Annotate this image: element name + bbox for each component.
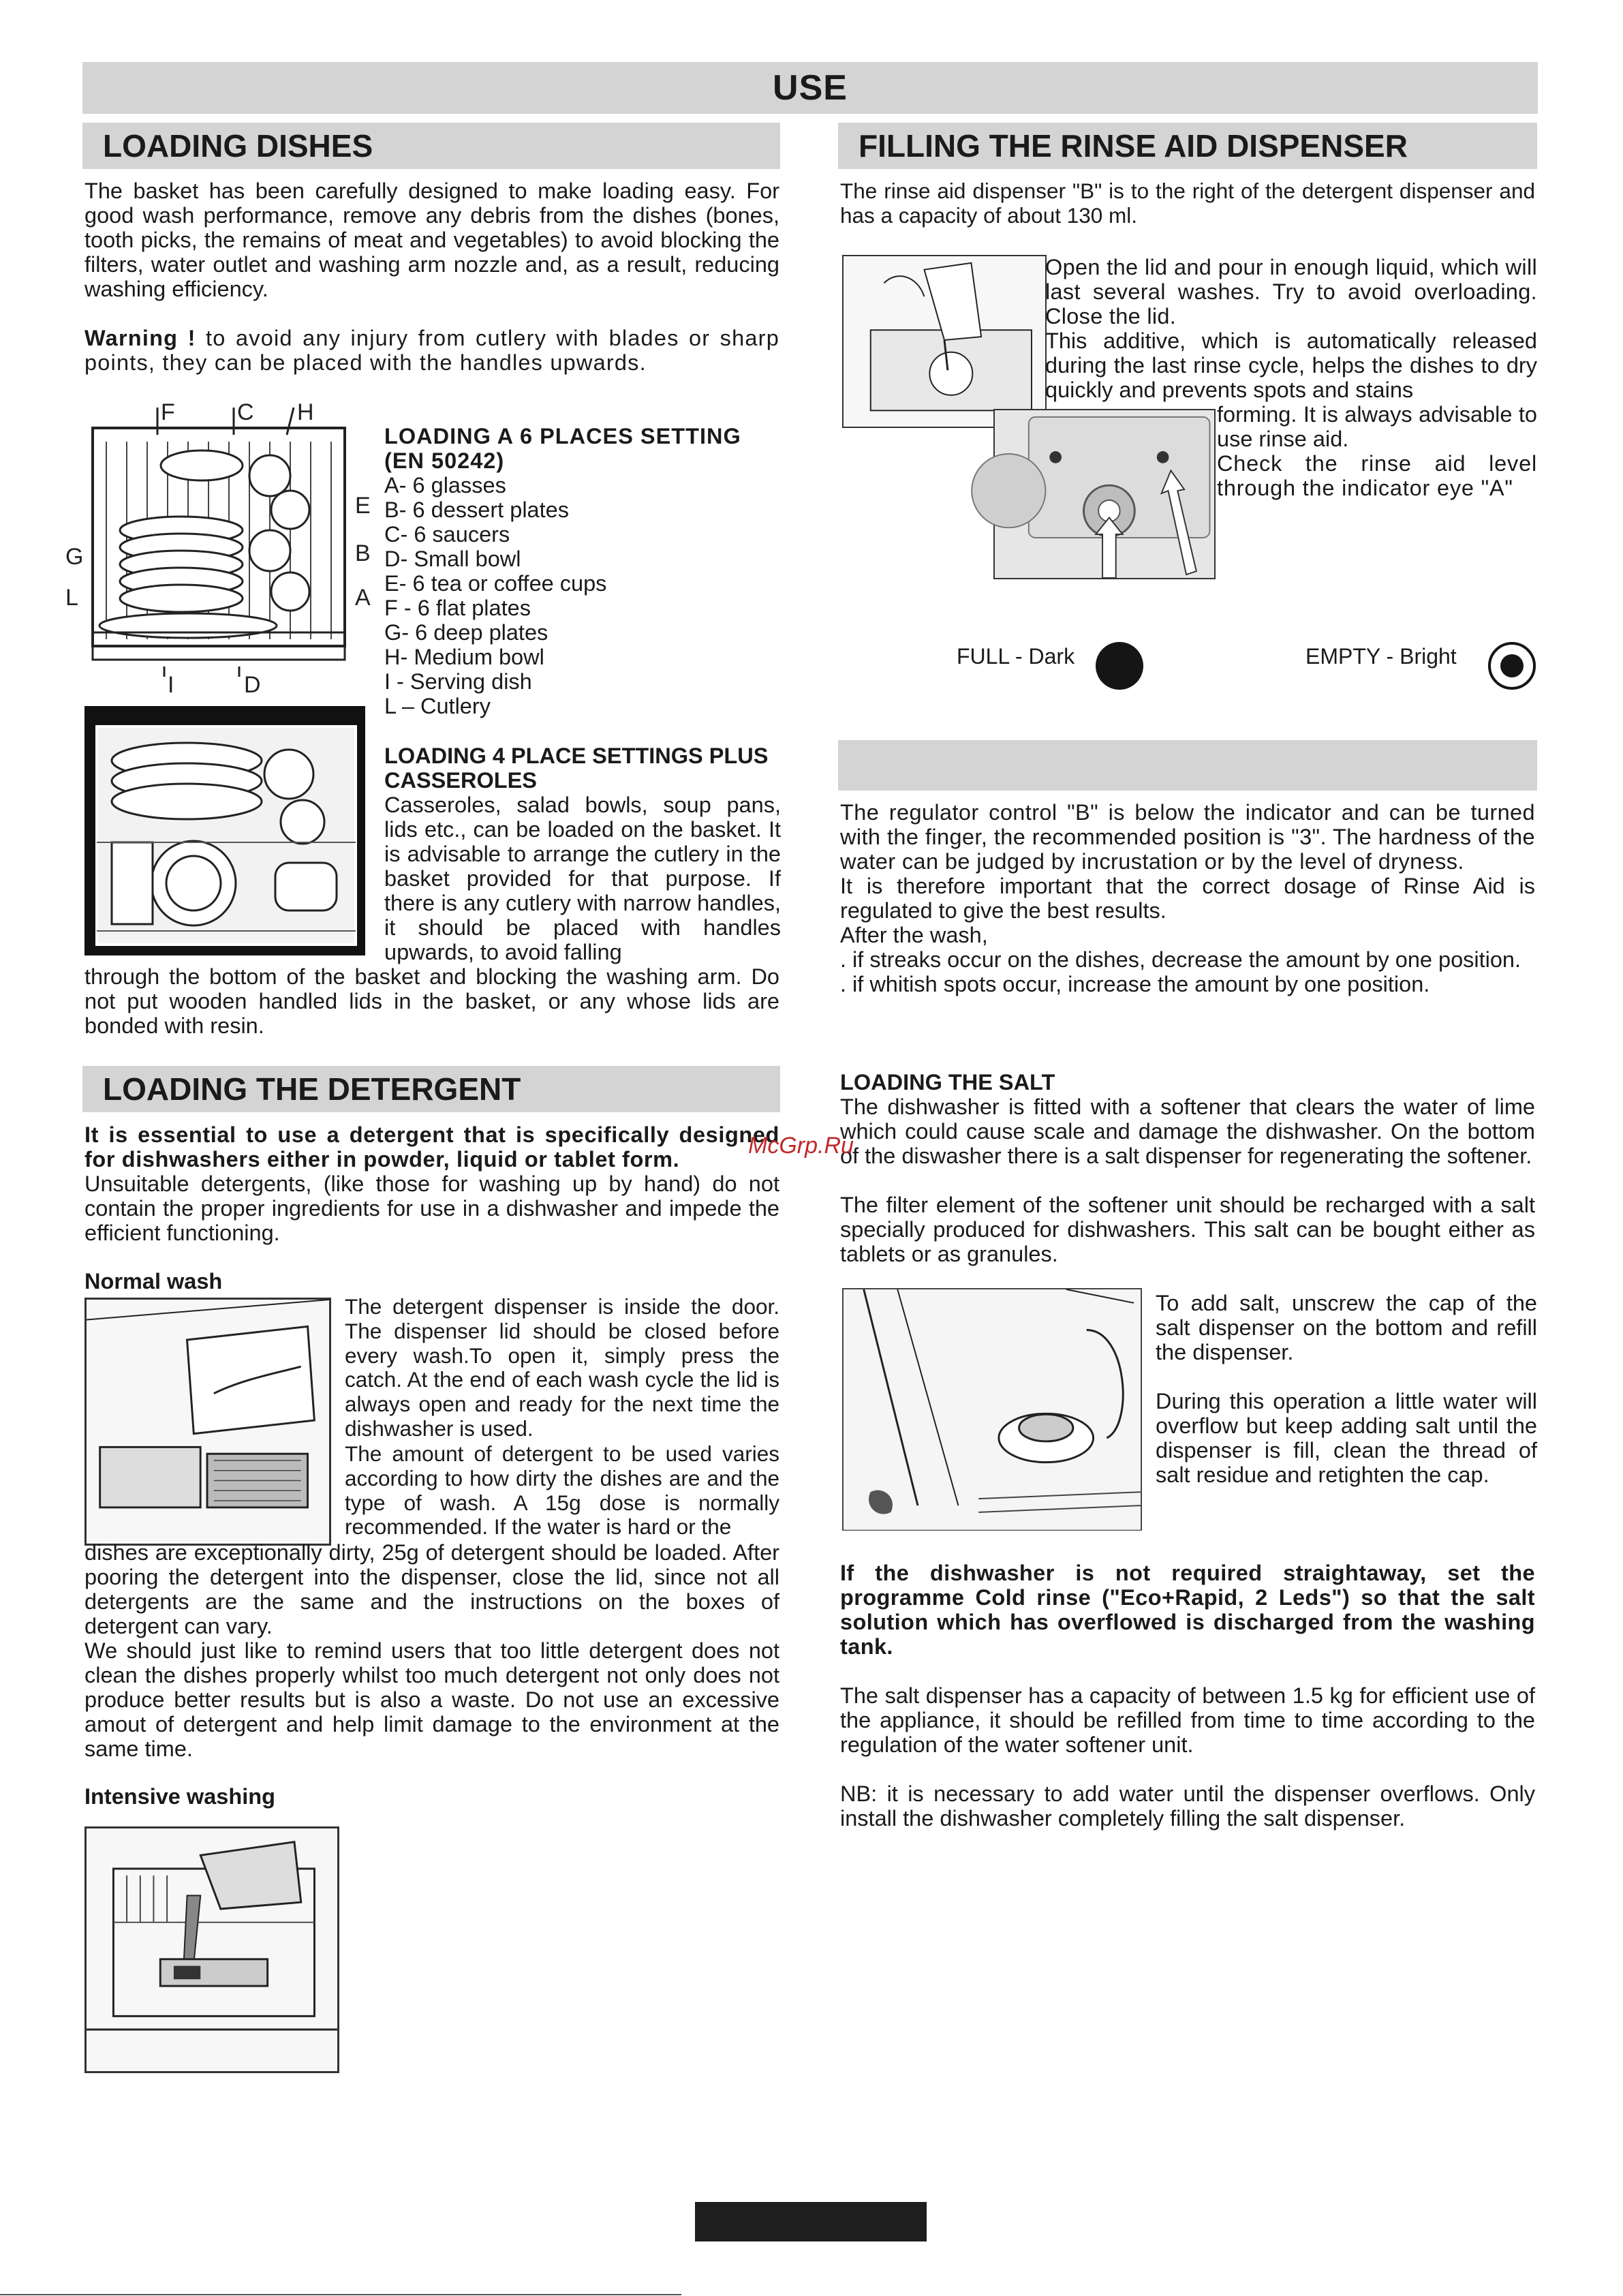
regulator-line: . if streaks occur on the dishes, decrease the amount by one position. bbox=[840, 947, 1521, 972]
warning-paragraph bbox=[84, 326, 779, 375]
list-item: F - 6 flat plates bbox=[384, 596, 531, 620]
svg-text:L: L bbox=[65, 585, 78, 611]
svg-text:F: F bbox=[161, 399, 175, 425]
rinse-aid-pour-illustration bbox=[842, 255, 1047, 428]
detergent-dispenser-illustration bbox=[84, 1298, 331, 1546]
intensive-wash-title: Intensive washing bbox=[84, 1784, 275, 1809]
regulator-line: After the wash, bbox=[840, 923, 988, 947]
basket-six-place-illustration bbox=[65, 399, 371, 698]
salt-intro: The dishwasher is fitted with a softener that clears the water of lime which could cause scale and damage the dishwasher. On the bottom of the diswasher there is a salt dispenser for regenerating the softener. bbox=[840, 1095, 1535, 1168]
rinse-aid-text-d: Check the rinse aid level through the indicator eye "A" bbox=[1217, 451, 1537, 500]
cold-rinse-text: If the dishwasher is not required straightaway, set the programme Cold rinse ("Eco+Rapid, 2 Leds") so that the salt solution which has overflowed is discharged from the washing tank. bbox=[840, 1561, 1535, 1659]
page-number-box bbox=[695, 2202, 927, 2241]
list-item: C- 6 saucers bbox=[384, 522, 510, 547]
normal-wash-text-c: dishes are exceptionally dirty, 25g of detergent should be loaded. After pooring the detergent into the dispenser, close the lid, since not all detergents are the same and the instructions on the boxes of detergent can vary. bbox=[84, 1540, 779, 1638]
four-place-title: LOADING 4 PLACE SETTINGS PLUS CASSEROLES bbox=[384, 744, 769, 793]
normal-wash-title: Normal wash bbox=[84, 1269, 223, 1294]
warning-label: Warning ! bbox=[84, 326, 196, 350]
rinse-aid-text-b: This additive, which is automatically released during the last rinse cycle, helps the dishes to dry quickly and prevents spots and stains bbox=[1045, 328, 1537, 402]
rinse-aid-text-c: forming. It is always advisable to use rinse aid. bbox=[1217, 402, 1537, 451]
rinse-aid-intro: The rinse aid dispenser "B" is to the right of the detergent dispenser and has a capacity of about 130 ml. bbox=[840, 179, 1535, 228]
regulator-line: . if whitish spots occur, increase the amount by one position. bbox=[840, 972, 1430, 996]
svg-text:E: E bbox=[355, 493, 371, 519]
warning-text: to avoid any injury from cutlery with blades or sharp points, they can be placed with the handles upwards. bbox=[84, 326, 779, 375]
normal-wash-text-b: The amount of detergent to be used varies according to how dirty the dishes are and the type of wash. A 15g dose is normally recommended. If the water is hard or the bbox=[345, 1441, 779, 1540]
full-label: FULL - Dark bbox=[957, 644, 1075, 669]
list-item: B- 6 dessert plates bbox=[384, 498, 569, 522]
loading-detergent-heading: LOADING THE DETERGENT bbox=[82, 1066, 780, 1112]
normal-wash-text-a: The detergent dispenser is inside the door. The dispenser lid should be closed before every wash.To open it, simply press the catch. At the end of each wash cycle the lid is always open and ready for the next time the dishwasher is used. bbox=[345, 1294, 779, 1441]
detergent-intro: Unsuitable detergents, (like those for washing up by hand) do not contain the proper ingredients for use in a dishwasher and impede the efficient functioning. bbox=[84, 1172, 779, 1245]
empty-section-band bbox=[838, 740, 1537, 791]
salt-nb-text: NB: it is necessary to add water until the dispenser overflows. Only install the dishwasher completely filling the salt dispenser. bbox=[840, 1781, 1535, 1831]
list-item: E- 6 tea or coffee cups bbox=[384, 571, 607, 596]
salt-capacity-text: The salt dispenser has a capacity of between 1.5 kg for efficient use of the appliance, it should be refilled from time to time according to the regulation of the water softener unit. bbox=[840, 1683, 1535, 1757]
salt-dispenser-illustration bbox=[842, 1288, 1142, 1531]
list-item: L – Cutlery bbox=[384, 694, 491, 718]
intensive-wash-illustration bbox=[84, 1826, 339, 2073]
svg-text:D: D bbox=[244, 672, 261, 698]
svg-text:A: A bbox=[355, 585, 371, 611]
loading-salt-title: LOADING THE SALT bbox=[840, 1070, 1055, 1095]
four-place-text-b: through the bottom of the basket and blocking the washing arm. Do not put wooden handled lids in the basket, or any whose lids are bonded with resin. bbox=[84, 964, 779, 1038]
salt-overflow-text: During this operation a little water will overflow but keep adding salt until the dispenser is fill, clean the thread of salt residue and retighten the cap. bbox=[1156, 1389, 1537, 1487]
list-item: I - Serving dish bbox=[384, 669, 532, 694]
list-item: G- 6 deep plates bbox=[384, 620, 548, 645]
four-place-text-a: Casseroles, salad bowls, soup pans, lids etc., can be loaded on the basket. It is advisable to arrange the cutlery in the basket provided for that purpose. If there is any cutlery with narrow handles, it should be placed with handles upwards, to avoid falling bbox=[384, 793, 781, 964]
empty-bright-indicator-icon bbox=[1488, 642, 1536, 690]
four-place-block bbox=[384, 744, 781, 964]
svg-text:B: B bbox=[355, 540, 371, 566]
rinse-aid-indicator-illustration bbox=[993, 409, 1216, 579]
six-place-list bbox=[384, 424, 781, 718]
regulator-line: The regulator control "B" is below the indicator and can be turned with the finger, the recommended position is "3". The hardness of the water can be judged by incrustation or by the level of dryness. bbox=[840, 800, 1535, 874]
detergent-bold-intro: It is essential to use a detergent that is specifically designed for dishwashers either in powder, liquid or tablet form. bbox=[84, 1122, 779, 1172]
six-place-title: LOADING A 6 PLACES SETTING (EN 50242) bbox=[384, 424, 741, 473]
salt-filter-text: The filter element of the softener unit should be recharged with a salt specially produced for dishwashers. This salt can be bought either as tablets or as granules. bbox=[840, 1193, 1535, 1266]
normal-wash-text-d: We should just like to remind users that too little detergent does not clean the dishes properly whilst too much detergent not only does not produce better results but is also a waste. Do not use an excessive amout of detergent and help limit damage to the environment at the same time. bbox=[84, 1638, 779, 1761]
rinse-aid-heading: FILLING THE RINSE AID DISPENSER bbox=[838, 123, 1537, 169]
loading-dishes-heading: LOADING DISHES bbox=[82, 123, 780, 169]
svg-text:C: C bbox=[237, 399, 254, 425]
regulator-block bbox=[840, 800, 1535, 996]
svg-text:I: I bbox=[168, 672, 174, 698]
list-item: H- Medium bowl bbox=[384, 645, 544, 669]
regulator-line: It is therefore important that the correct dosage of Rinse Aid is regulated to give the best results. bbox=[840, 874, 1535, 923]
empty-label: EMPTY - Bright bbox=[1305, 644, 1457, 669]
svg-text:G: G bbox=[65, 544, 84, 570]
footer-rule bbox=[0, 2294, 681, 2295]
rinse-aid-text-a: Open the lid and pour in enough liquid, which will last several washes. Try to avoid overloading. Close the lid. bbox=[1045, 255, 1537, 328]
loading-dishes-intro: The basket has been carefully designed to make loading easy. For good wash performance, remove any debris from the dishes (bones, tooth picks, the remains of meat and vegetables) to avoid blocking the filters, water outlet and washing arm nozzle and, as a result, reducing washing efficiency. bbox=[84, 179, 779, 301]
watermark: McGrp.Ru bbox=[748, 1133, 854, 1159]
add-salt-text: To add salt, unscrew the cap of the salt dispenser on the bottom and refill the dispenser. bbox=[1156, 1291, 1537, 1364]
page-title: USE bbox=[82, 62, 1538, 114]
basket-four-place-illustration bbox=[84, 706, 365, 955]
list-item: A- 6 glasses bbox=[384, 473, 506, 498]
list-item: D- Small bowl bbox=[384, 547, 521, 571]
svg-text:H: H bbox=[297, 399, 314, 425]
full-dark-indicator-icon bbox=[1096, 642, 1143, 690]
